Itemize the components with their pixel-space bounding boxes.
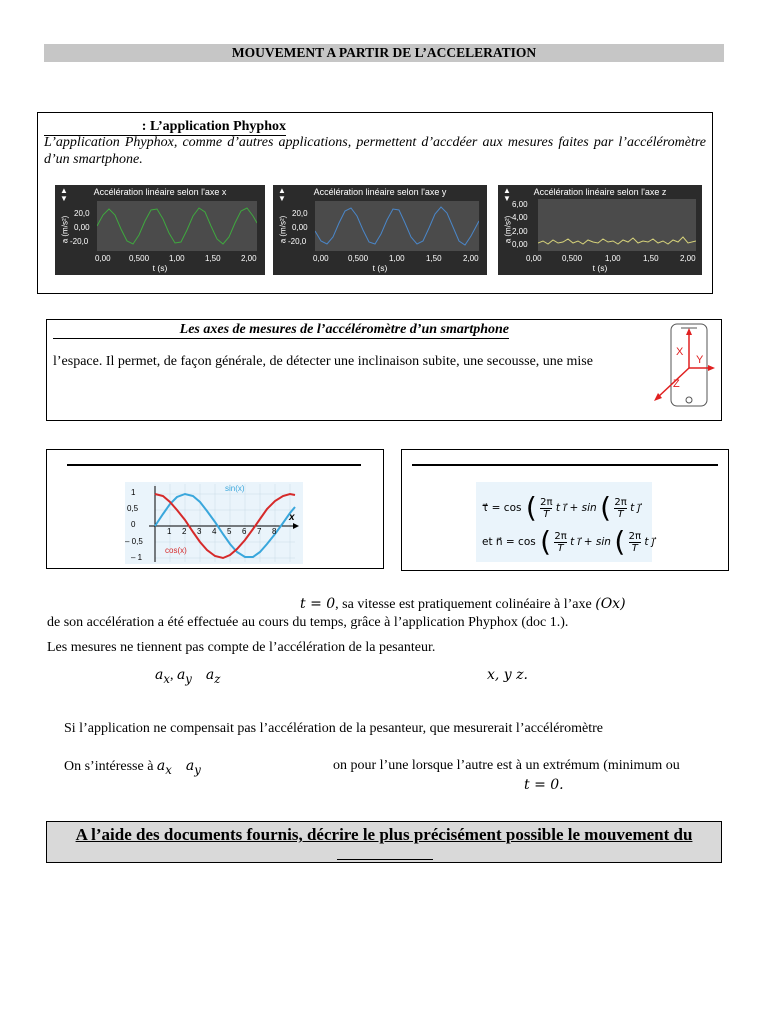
graph-xtick: 2,00: [241, 254, 257, 263]
tau-formula: τ⃗ = cos ( $\frac{2\pi}{T}$ t i⃗ + sin ( $\frac{2\pi}{T}$ t j⃗: [482, 491, 641, 524]
body-line-6-right: on pour l’une lorsque l’autre est à un extrémum (minimum ou: [333, 758, 680, 773]
sincos-xtick: 7: [257, 527, 262, 536]
graph-xtick: 1,00: [605, 254, 621, 263]
graph-plot-area: [538, 199, 696, 251]
frac: $\frac{2\pi}{T}$: [628, 530, 641, 554]
task-box: [46, 821, 722, 863]
graph-ytick: 4,00: [512, 213, 528, 222]
doc3-box: [46, 449, 384, 569]
graph-xtick: 0,00: [313, 254, 329, 263]
graph-title: Accélération linéaire selon l'axe z: [533, 187, 667, 197]
doc1-text: L’application Phyphox, comme d’autres applications, permettent d’accdéer aux mesures faites par l’accéléromètre d’un smartphone.: [44, 135, 706, 167]
doc2-title: Les axes de mesures de l’accéléromètre d’un smartphone: [53, 322, 509, 339]
frac: $\frac{2\pi}{T}$: [614, 496, 627, 520]
sincos-ytick: 0,5: [127, 504, 139, 513]
sincos-xtick: 5: [227, 527, 232, 536]
graph-ylabel: a (m/s²): [503, 215, 513, 244]
graph-ytick: 0,00: [512, 240, 528, 249]
graph-ylabel: a (m/s²): [60, 215, 70, 244]
graph-xtick: 1,50: [643, 254, 659, 263]
page-title: MOUVEMENT A PARTIR DE L’ACCELERATION: [44, 44, 724, 62]
graph-plot-area: [315, 201, 479, 251]
body-line-2: de son accélération a été effectuée au cours du temps, grâce à l’application Phyphox (doc 1.).: [47, 615, 569, 630]
doc1-title: : L’application Phyphox: [44, 119, 286, 136]
cos-label: cos(x): [165, 546, 187, 555]
sincos-ytick: – 1: [131, 553, 143, 562]
sincos-xtick: 1: [167, 527, 172, 536]
graph-plot-area: [97, 201, 257, 251]
graph-xtick: 2,00: [463, 254, 479, 263]
graph-xtick: 0,500: [562, 254, 583, 263]
graph-ylabel: a (m/s²): [278, 215, 288, 244]
smartphone-axes-icon: [651, 322, 715, 412]
sort-arrows-icon: ▲ ▼: [503, 186, 511, 203]
graph-ytick: 20,0: [74, 209, 90, 218]
axis-y-label: Y: [696, 354, 704, 366]
sincos-ytick: 1: [131, 488, 136, 497]
doc1-box: [37, 112, 713, 294]
frac: $\frac{2\pi}{T}$: [540, 496, 553, 520]
sort-arrows-icon: ▲ ▼: [60, 186, 68, 203]
body-line-6-left: On s’intéresse à $a_x$ $a_y$: [64, 758, 201, 777]
axis-z-label: Z: [673, 378, 680, 390]
frenet-formulas: [476, 482, 655, 562]
body-line-7: t = 0.: [524, 777, 564, 793]
sin-cos-graph: [125, 482, 303, 564]
graph-xtick: 0,500: [348, 254, 369, 263]
graph-ytick: 20,0: [292, 209, 308, 218]
doc2-text: l’espace. Il permet, de façon générale, de détecter une inclinaison subite, une secousse, une mise: [53, 354, 593, 369]
sincos-xtick: 3: [197, 527, 202, 536]
accel-z-curve: [538, 199, 696, 251]
sincos-ytick: – 0,5: [125, 537, 143, 546]
graph-xlabel: t (s): [372, 263, 388, 273]
graph-ytick: 6,00: [512, 200, 528, 209]
graph-ytick: 2,00: [512, 227, 528, 236]
sincos-axis-x: x: [289, 512, 295, 523]
graph-xtick: 1,50: [205, 254, 221, 263]
sincos-xtick: 4: [212, 527, 217, 536]
sin-label: sin(x): [225, 484, 245, 493]
task-blank-line: [337, 859, 433, 860]
task-text: A l’aide des documents fournis, décrire le plus précisément possible le mouvement du: [75, 825, 693, 844]
sort-arrows-icon: ▲ ▼: [278, 186, 286, 203]
graph-xtick: 1,00: [169, 254, 185, 263]
graph-ytick: 0,00: [74, 223, 90, 232]
doc4-box: [401, 449, 729, 571]
doc4-title-line: [412, 464, 718, 466]
sincos-xtick: 8: [272, 527, 277, 536]
graph-ytick: -20,0: [70, 237, 89, 246]
graph-accel-z: [498, 185, 702, 275]
graph-xlabel: t (s): [152, 263, 168, 273]
body-line-4-left: $a_x$, $a_y$ $a_z$: [155, 667, 221, 686]
accel-x-curve: [97, 201, 257, 251]
doc2-box: [46, 319, 722, 421]
doc3-title-line: [67, 464, 361, 466]
graph-ytick: -20,0: [288, 237, 307, 246]
sincos-xtick: 2: [182, 527, 187, 536]
graph-xtick: 0,00: [95, 254, 111, 263]
graph-xtick: 1,50: [426, 254, 442, 263]
graph-title: Accélération linéaire selon l'axe y: [313, 187, 447, 197]
body-line-3: Les mesures ne tiennent pas compte de l’accélération de la pesanteur.: [47, 640, 436, 655]
n-formula: et n⃗ = cos ( $\frac{2\pi}{T}$ t i⃗ + sin ( $\frac{2\pi}{T}$ t j⃗: [482, 525, 655, 558]
graph-title: Accélération linéaire selon l'axe x: [93, 187, 227, 197]
graph-ytick: 0,00: [292, 223, 308, 232]
graph-xtick: 0,00: [526, 254, 542, 263]
graph-xtick: 2,00: [680, 254, 696, 263]
graph-xtick: 0,500: [129, 254, 150, 263]
accel-y-curve: [315, 201, 479, 251]
body-line-1: t = 0, sa vitesse est pratiquement colinéaire à l’axe (Ox): [300, 596, 626, 612]
graph-accel-y: [273, 185, 487, 275]
body-line-5: Si l’application ne compensait pas l’accélération de la pesanteur, que mesurerait l’accéléromètre: [64, 721, 603, 736]
graph-accel-x: [55, 185, 265, 275]
sincos-ytick: 0: [131, 520, 136, 529]
body-line-4-right: x, y z.: [487, 667, 528, 683]
axis-x-label: X: [676, 346, 684, 358]
graph-xtick: 1,00: [389, 254, 405, 263]
graph-xlabel: t (s): [592, 263, 608, 273]
sincos-xtick: 6: [242, 527, 247, 536]
sin-cos-plot: [125, 482, 303, 564]
frac: $\frac{2\pi}{T}$: [554, 530, 567, 554]
